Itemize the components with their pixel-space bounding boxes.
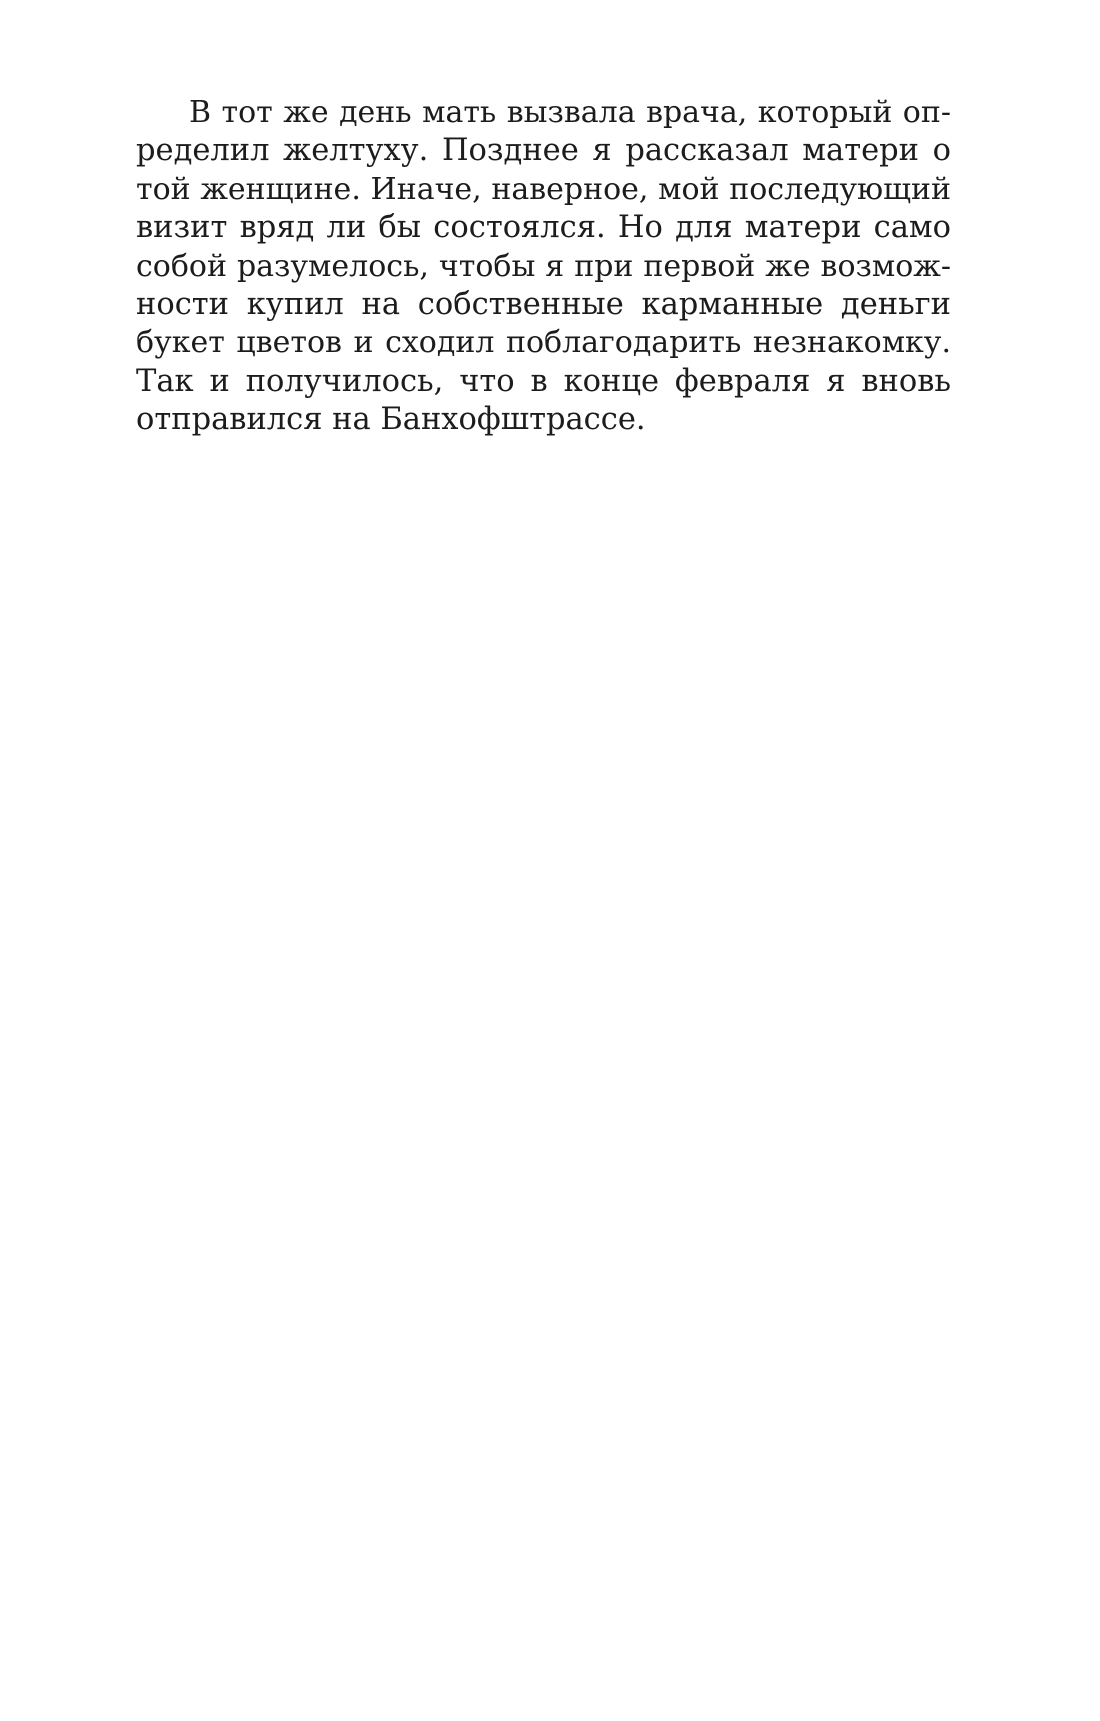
paragraph-line: Так и получилось, что в конце февраля я вновь	[136, 363, 951, 399]
paragraph-line: ности купил на собственные карманные деньги	[136, 286, 951, 322]
paragraph-line: отправился на Банхофштрассе.	[136, 402, 646, 438]
body-paragraph	[136, 94, 951, 440]
paragraph-line: собой разумелось, чтобы я при первой же возмож-	[136, 248, 951, 284]
paragraph-line: той женщине. Иначе, наверное, мой последующий	[136, 171, 951, 207]
paragraph-line: букет цветов и сходил поблагодарить незнакомку.	[136, 325, 951, 361]
paragraph-line: визит вряд ли бы состоялся. Но для матери само	[136, 210, 951, 246]
paragraph-line: В тот же день мать вызвала врача, который оп-	[189, 95, 951, 130]
paragraph-line: ределил желтуху. Позднее я рассказал матери о	[136, 133, 951, 169]
